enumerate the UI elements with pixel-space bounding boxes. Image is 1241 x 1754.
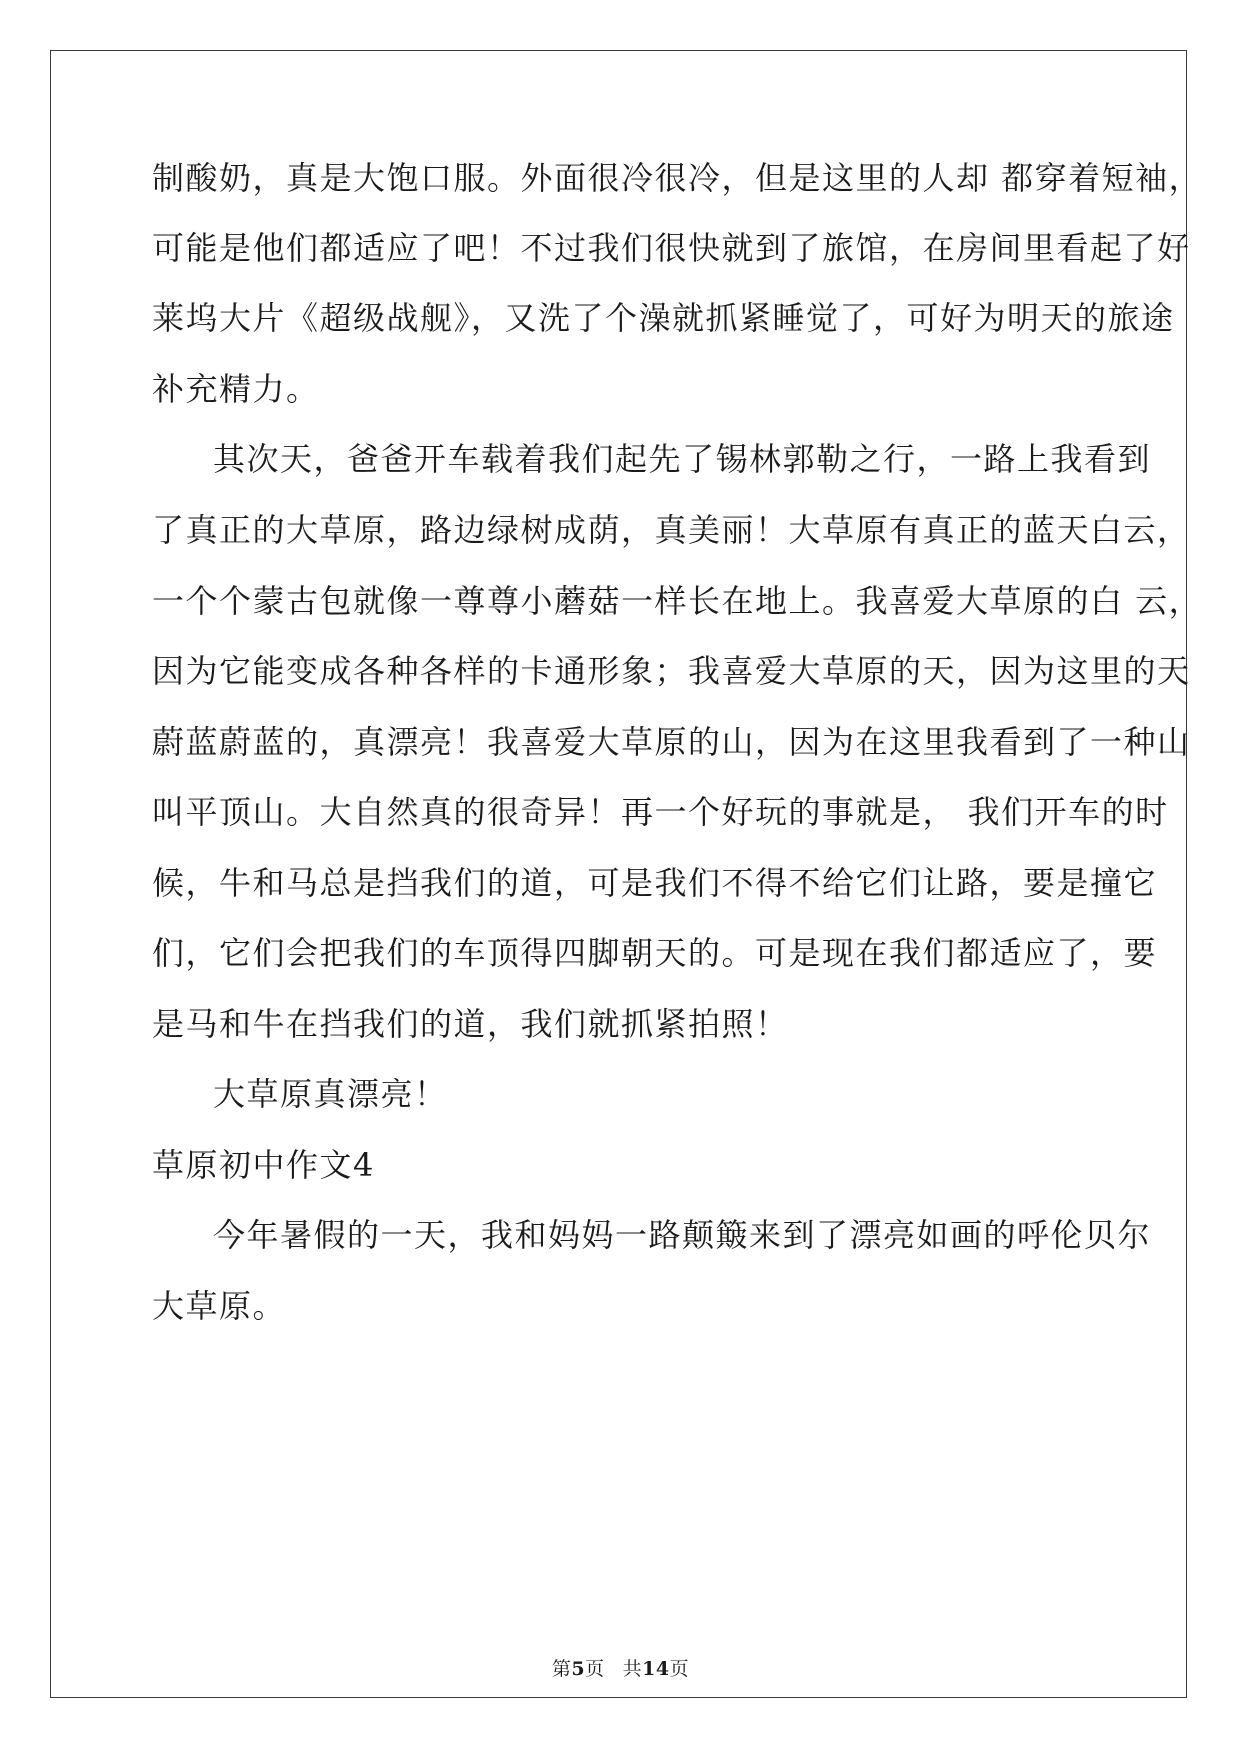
body-text-line: 一个个蒙古包就像一尊尊小蘑菇一样长在地上。我喜爱大草原的白 云，	[152, 582, 1203, 620]
body-text-line: 可能是他们都适应了吧！不过我们很快就到了旅馆，在房间里看起了好	[152, 229, 1191, 267]
page-suffix: 页	[585, 1658, 605, 1680]
body-text-line: 们，它们会把我们的车顶得四脚朝天的。可是现在我们都适应了，要	[152, 934, 1158, 972]
body-text-line: 莱坞大片《超级战舰》，又洗了个澡就抓紧睡觉了，可好为明天的旅途	[152, 299, 1175, 337]
paragraph-start-line: 其次天，爸爸开车载着我们起先了锡林郭勒之行，一路上我看到	[213, 440, 1152, 478]
page-footer	[0, 1657, 1241, 1681]
body-text-line: 是马和牛在挡我们的道，我们就抓紧拍照！	[152, 1005, 789, 1043]
body-text-line: 候，牛和马总是挡我们的道，可是我们不得不给它们让路，要是撞它	[152, 864, 1158, 902]
paragraph-start-line: 今年暑假的一天，我和妈妈一路颠簸来到了漂亮如画的呼伦贝尔	[213, 1216, 1152, 1254]
total-prefix: 共	[622, 1658, 643, 1680]
section-heading: 草原初中作文4	[152, 1146, 375, 1184]
body-text-line: 补充精力。	[152, 370, 320, 408]
body-text-line: 大草原。	[152, 1287, 287, 1325]
paragraph-start-line: 大草原真漂亮！	[213, 1075, 448, 1113]
total-pages: 14	[642, 1658, 670, 1680]
body-text-line: 了真正的大草原，路边绿树成荫，真美丽！大草原有真正的蓝天白云，	[152, 511, 1191, 549]
body-text-line: 制酸奶，真是大饱口服。外面很冷很冷，但是这里的人却 都穿着短袖，	[152, 159, 1203, 197]
body-text-line: 因为它能变成各种各样的卡通形象；我喜爱大草原的天，因为这里的天	[152, 652, 1191, 690]
body-text-line: 蔚蓝蔚蓝的，真漂亮！我喜爱大草原的山，因为在这里我看到了一种山	[152, 723, 1191, 761]
page-prefix: 第	[551, 1658, 572, 1680]
total-suffix: 页	[669, 1658, 690, 1680]
page-number: 5	[571, 1658, 586, 1680]
body-text-line: 叫平顶山。大自然真的很奇异！再一个好玩的事就是， 我们开车的时	[152, 793, 1169, 831]
